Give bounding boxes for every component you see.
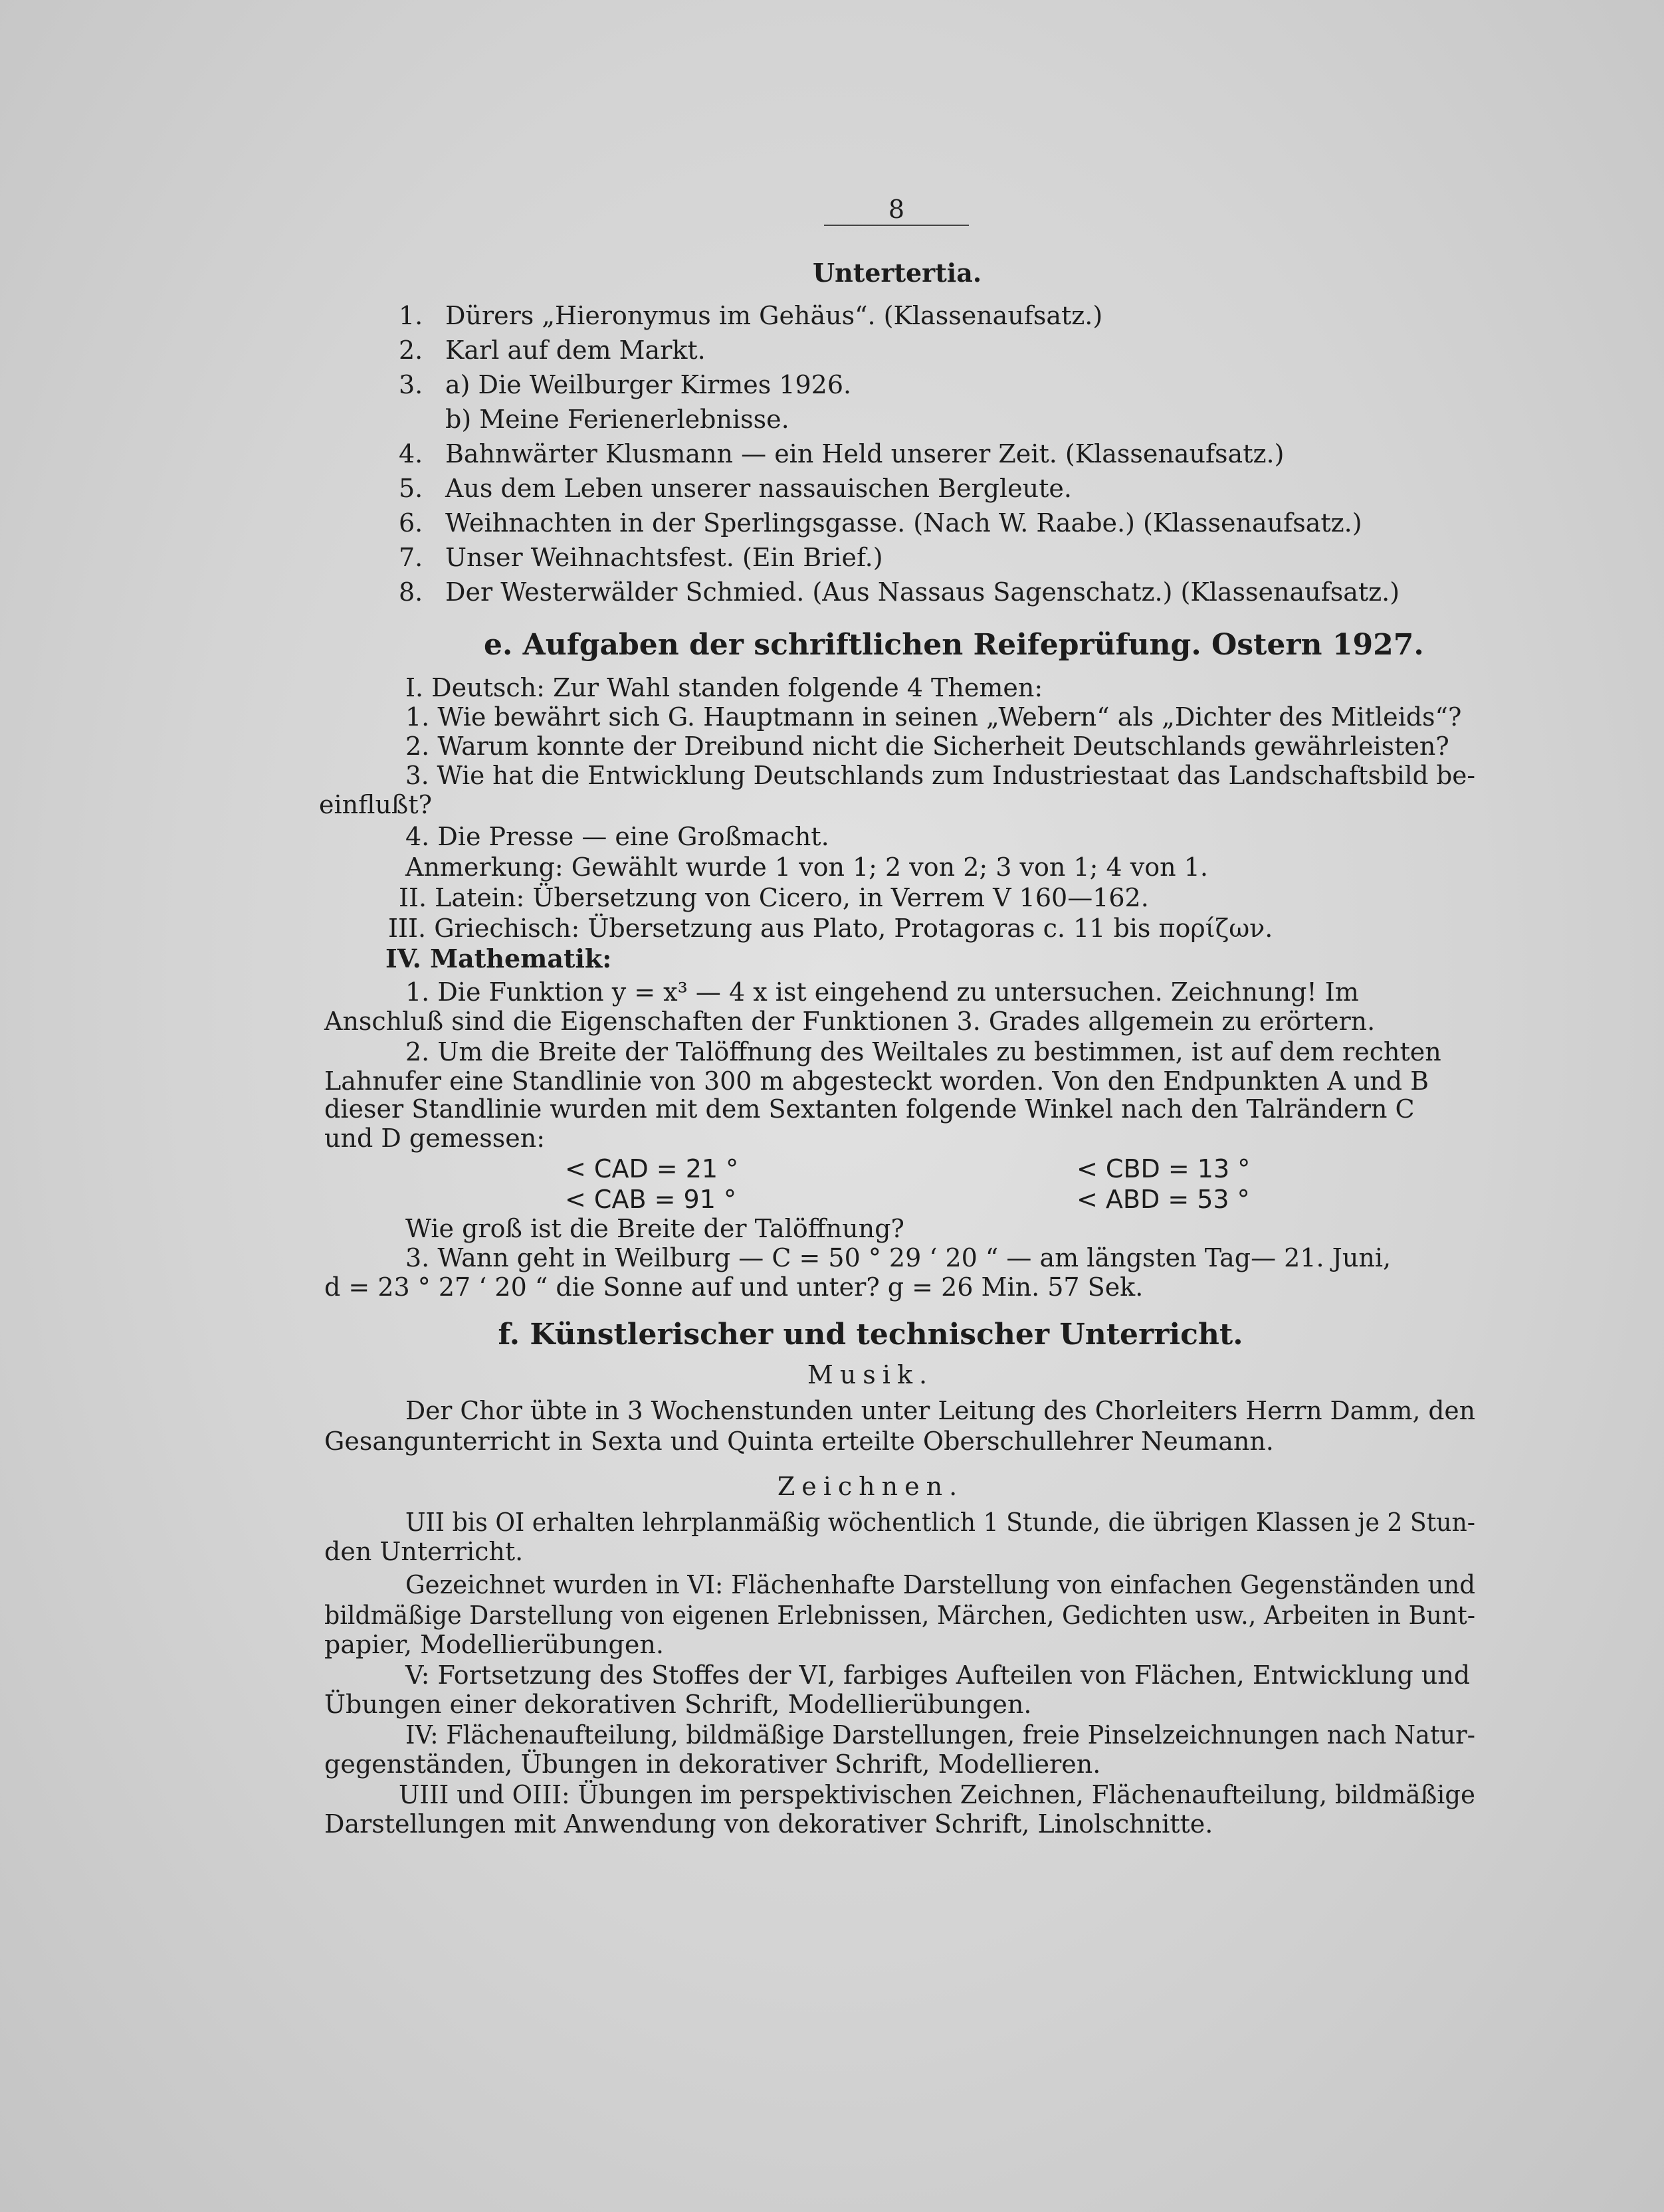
list-item-num: 3. <box>399 370 423 399</box>
list-item-num: 5. <box>399 474 423 503</box>
list-item: Unser Weihnachtsfest. (Ein Brief.) <box>445 543 883 572</box>
list-item: Karl auf dem Markt. <box>445 336 706 365</box>
text-line: 3. Wann geht in Weilburg — C = 50 ° 29 ‘ 20 “ — am längsten Tag— 21. Juni, <box>405 1243 1392 1272</box>
list-item-num: 6. <box>399 508 423 538</box>
list-item: b) Meine Ferienerlebnisse. <box>445 405 789 434</box>
untertertia-title: Untertertia. <box>812 258 982 288</box>
text-line: II. Latein: Übersetzung von Cicero, in Verrem V 160—162. <box>399 883 1149 912</box>
text-line: Gezeichnet wurden in VI: Flächenhafte Darstellung von einfachen Gegenständen und <box>405 1570 1476 1599</box>
list-item: a) Die Weilburger Kirmes 1926. <box>445 370 852 399</box>
list-item-num: 7. <box>399 543 423 572</box>
text-line: 1. Wie bewährt sich G. Hauptmann in seinen „Webern“ als „Dichter des Mitleids“? <box>405 702 1462 732</box>
angle-cab: < CAB = 91 ° <box>565 1185 736 1214</box>
mathematik-heading: IV. Mathematik: <box>385 944 612 973</box>
section-f-title: f. Künstlerischer und technischer Unterricht. <box>498 1318 1243 1352</box>
text-line: Anmerkung: Gewählt wurde 1 von 1; 2 von 2; 3 von 1; 4 von 1. <box>405 853 1208 882</box>
zeichnen-title: Zeichnen. <box>777 1472 964 1501</box>
text-line: Darstellungen mit Anwendung von dekorativer Schrift, Linolschnitte. <box>324 1809 1213 1839</box>
list-item: Dürers „Hieronymus im Gehäus“. (Klassenaufsatz.) <box>445 301 1103 330</box>
text-line: 3. Wie hat die Entwicklung Deutschlands zum Industriestaat das Landschaftsbild be- <box>405 761 1476 790</box>
text-line: den Unterricht. <box>324 1537 524 1566</box>
text-line: 1. Die Funktion y = x³ — 4 x ist eingehend zu untersuchen. Zeichnung! Im <box>405 977 1359 1007</box>
text-line: Übungen einer dekorativen Schrift, Modellierübungen. <box>324 1690 1032 1719</box>
text-line: 4. Die Presse — eine Großmacht. <box>405 822 829 851</box>
page-number: 8 <box>888 195 905 224</box>
list-item: Aus dem Leben unserer nassauischen Bergleute. <box>445 474 1072 503</box>
text-line: papier, Modellierübungen. <box>324 1630 664 1659</box>
list-item-num: 4. <box>399 439 423 468</box>
text-line: 2. Um die Breite der Talöffnung des Weiltales zu bestimmen, ist auf dem rechten <box>405 1037 1441 1066</box>
text-line: und D gemessen: <box>324 1124 545 1153</box>
text-line: Lahnufer eine Standlinie von 300 m abgesteckt worden. Von den Endpunkten A und B <box>324 1066 1429 1096</box>
list-item-num: 8. <box>399 577 423 607</box>
text-line: Der Chor übte in 3 Wochenstunden unter Leitung des Chorleiters Herrn Damm, den <box>405 1396 1475 1425</box>
text-line: V: Fortsetzung des Stoffes der VI, farbiges Aufteilen von Flächen, Entwicklung und <box>405 1660 1471 1690</box>
header-rule <box>824 225 969 226</box>
text-line: UIII und OIII: Übungen im perspektivischen Zeichnen, Flächenaufteilung, bildmäßige <box>399 1780 1476 1809</box>
angle-cad: < CAD = 21 ° <box>565 1154 739 1183</box>
section-e-title: e. Aufgaben der schriftlichen Reifeprüfung. Ostern 1927. <box>484 628 1424 662</box>
musik-title: Musik. <box>807 1360 934 1389</box>
list-item: Weihnachten in der Sperlingsgasse. (Nach W. Raabe.) (Klassenaufsatz.) <box>445 508 1362 538</box>
text-line: einflußt? <box>319 790 432 819</box>
text-line: bildmäßige Darstellung von eigenen Erlebnissen, Märchen, Gedichten usw., Arbeiten in Bunt- <box>324 1601 1475 1630</box>
angle-cbd: < CBD = 13 ° <box>1077 1154 1251 1183</box>
text-line: UII bis OI erhalten lehrplanmäßig wöchentlich 1 Stunde, die übrigen Klassen je 2 Stun- <box>405 1508 1475 1537</box>
list-item-num: 2. <box>399 336 423 365</box>
angle-abd: < ABD = 53 ° <box>1077 1185 1250 1214</box>
text-line: Gesangunterricht in Sexta und Quinta erteilte Oberschullehrer Neumann. <box>324 1427 1274 1456</box>
text-line: Wie groß ist die Breite der Talöffnung? <box>405 1214 904 1243</box>
list-item-num: 1. <box>399 301 423 330</box>
text-line: III. Griechisch: Übersetzung aus Plato, Protagoras c. 11 bis πορίζων. <box>388 914 1273 943</box>
list-item: Der Westerwälder Schmied. (Aus Nassaus Sagenschatz.) (Klassenaufsatz.) <box>445 577 1400 607</box>
text-line: I. Deutsch: Zur Wahl standen folgende 4 Themen: <box>405 673 1043 702</box>
text-line: 2. Warum konnte der Dreibund nicht die Sicherheit Deutschlands gewährleisten? <box>405 732 1449 761</box>
text-line: dieser Standlinie wurden mit dem Sextanten folgende Winkel nach den Talrändern C <box>324 1094 1415 1124</box>
text-line: d = 23 ° 27 ‘ 20 “ die Sonne auf und unter? g = 26 Min. 57 Sek. <box>324 1272 1144 1302</box>
text-line: gegenständen, Übungen in dekorativer Schrift, Modellieren. <box>324 1750 1101 1779</box>
list-item: Bahnwärter Klusmann — ein Held unserer Zeit. (Klassenaufsatz.) <box>445 439 1285 468</box>
text-line: IV: Flächenaufteilung, bildmäßige Darstellungen, freie Pinselzeichnungen nach Natur- <box>405 1720 1476 1750</box>
text-line: Anschluß sind die Eigenschaften der Funktionen 3. Grades allgemein zu erörtern. <box>324 1007 1376 1036</box>
